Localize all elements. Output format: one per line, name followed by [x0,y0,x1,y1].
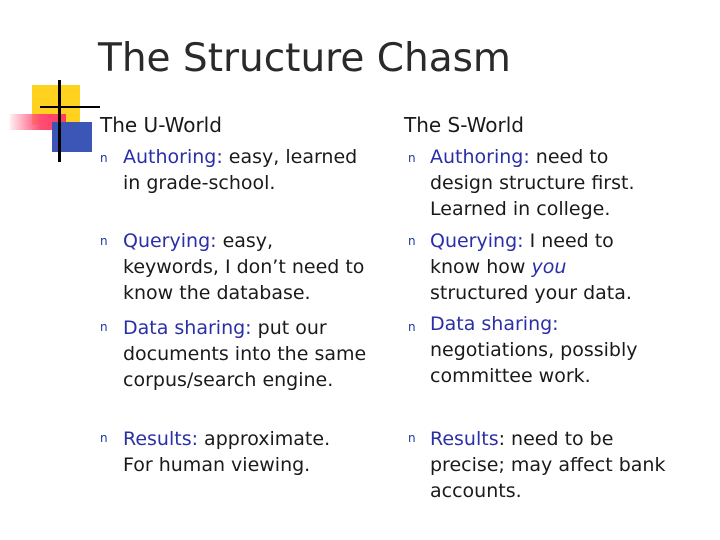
item-text: easy, learned [222,146,358,168]
item-keyword: Querying: [123,230,217,252]
bullet-icon: n [100,320,108,334]
item-text: approximate. [198,428,331,450]
item-text: I need to [523,230,614,252]
bullet-icon: n [408,431,416,445]
item-keyword: Results [430,428,499,450]
item-text: documents into the same corpus/search engine. [123,343,367,391]
item-emphasis: you [531,256,567,278]
bullet-icon: n [408,234,416,248]
item-text: put our [251,317,327,339]
item-text: design structure first. Learned in college. [430,172,635,220]
item-keyword: Results: [123,428,199,450]
item-text: structured your data. [430,282,632,304]
s-world-item-data-sharing [430,311,670,389]
item-text: : need to be [498,428,614,450]
item-text: need to [529,146,609,168]
bullet-icon: n [408,151,416,165]
item-text: For human viewing. [123,454,311,476]
s-world-heading: The S-World [404,113,524,137]
item-keyword: Authoring: [123,146,223,168]
item-text: keywords, I don’t need to know the database. [123,256,365,304]
bullet-icon: n [100,234,108,248]
s-world-item-results [430,426,710,504]
u-world-heading: The U-World [100,113,222,137]
u-world-item-querying [123,228,371,306]
item-keyword: Data sharing: [430,313,559,335]
s-world-item-querying [430,228,670,306]
bullet-icon: n [408,320,416,334]
slide-title: The Structure Chasm [98,36,511,81]
item-text: in grade-school. [123,172,276,194]
item-text: easy, [216,230,274,252]
u-world-item-data-sharing [123,315,371,393]
item-text: know how [430,256,532,278]
s-world-item-authoring [430,144,710,222]
item-keyword: Querying: [430,230,524,252]
item-text: negotiations, possibly committee work. [430,339,638,387]
u-world-item-authoring [123,144,393,196]
u-world-item-results [123,426,385,478]
bullet-icon: n [100,151,108,165]
item-text: precise; may affect bank accounts. [430,454,666,502]
item-keyword: Authoring: [430,146,530,168]
bullet-icon: n [100,431,108,445]
item-keyword: Data sharing: [123,317,252,339]
decorative-vertical-line [58,80,61,162]
decorative-horizontal-line [40,106,100,108]
